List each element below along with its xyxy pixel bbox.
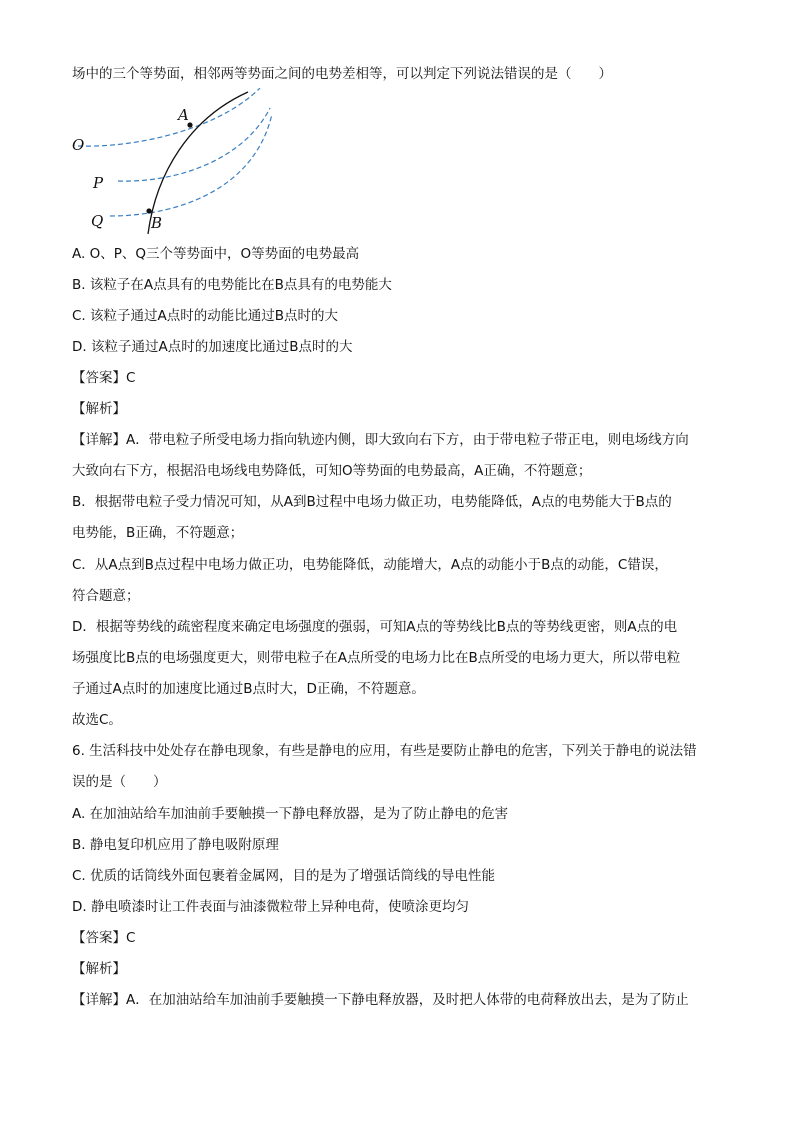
label-a: A	[178, 106, 189, 124]
q6-option-d: D. 静电喷漆时让工件表面与油漆微粒带上异种电荷，使喷涂更均匀	[72, 899, 469, 915]
q6-answer: 【答案】C	[72, 930, 136, 946]
question-5-stem: 场中的三个等势面，相邻两等势面之间的电势差相等，可以判定下列说法错误的是（ ）	[72, 66, 612, 82]
q6-analysis-heading: 【解析】	[72, 961, 126, 977]
q5-analysis-heading: 【解析】	[72, 401, 126, 417]
q5-explanation-line: 符合题意；	[72, 588, 140, 604]
q5-explanation-line: 场强度比B点的电场强度更大，则带电粒子在A点所受的电场力比在B点所受的电场力更大，所以带电粒	[72, 650, 681, 666]
q5-explanation-line: 电势能，B正确，不符题意；	[72, 525, 244, 541]
equipotential-figure	[60, 88, 290, 238]
equipotential-q	[110, 114, 272, 216]
q6-option-c: C. 优质的话筒线外面包裹着金属网，目的是为了增强话筒线的导电性能	[72, 868, 496, 884]
q6-option-a: A. 在加油站给车加油前手要触摸一下静电释放器，是为了防止静电的危害	[72, 806, 509, 822]
q5-explanation-line: D．根据等势线的疏密程度来确定电场强度的强弱，可知A点的等势线比B点的等势线更密，则A点的电	[72, 619, 678, 635]
question-6-stem: 6. 生活科技中处处存在静电现象，有些是静电的应用，有些是要防止静电的危害，下列关于静电的说法错	[72, 743, 697, 759]
point-b	[146, 208, 151, 213]
question-6-stem-cont: 误的是（ ）	[72, 774, 167, 790]
q5-option-c: C. 该粒子通过A点时的动能比通过B点时的大	[72, 308, 339, 324]
label-b: B	[151, 214, 163, 232]
label-q: Q	[91, 212, 104, 230]
q5-option-d: D. 该粒子通过A点时的加速度比通过B点时的大	[72, 339, 353, 355]
equipotential-p	[118, 108, 270, 181]
q5-option-a: A. O、P、Q三个等势面中，O等势面的电势最高	[72, 246, 360, 262]
equipotential-o	[78, 88, 260, 146]
q5-explanation-line: B．根据带电粒子受力情况可知，从A到B过程中电场力做正功，电势能降低，A点的电势能大于B点的	[72, 494, 672, 510]
q5-explanation-line: 【详解】A．带电粒子所受电场力指向轨迹内侧，即大致向右下方，由于带电粒子带正电，则电场线方向	[72, 432, 689, 448]
q5-answer: 【答案】C	[72, 370, 136, 386]
q5-explanation-line: C．从A点到B点过程中电场力做正功，电势能降低，动能增大，A点的动能小于B点的动能，C错误，	[72, 557, 668, 573]
trajectory-line	[148, 92, 248, 234]
q6-explanation-line: 【详解】A．在加油站给车加油前手要触摸一下静电释放器，及时把人体带的电荷释放出去，是为了防止	[72, 992, 689, 1008]
label-o: O	[72, 136, 85, 154]
q6-option-b: B. 静电复印机应用了静电吸附原理	[72, 837, 279, 853]
q5-explanation-line: 子通过A点时的加速度比通过B点时大，D正确，不符题意。	[72, 681, 425, 697]
label-p: P	[93, 174, 104, 192]
q5-explanation-line: 大致向右下方，根据沿电场线电势降低，可知O等势面的电势最高，A正确，不符题意；	[72, 463, 592, 479]
q5-conclusion: 故选C。	[72, 712, 122, 728]
q5-option-b: B. 该粒子在A点具有的电势能比在B点具有的电势能大	[72, 277, 392, 293]
